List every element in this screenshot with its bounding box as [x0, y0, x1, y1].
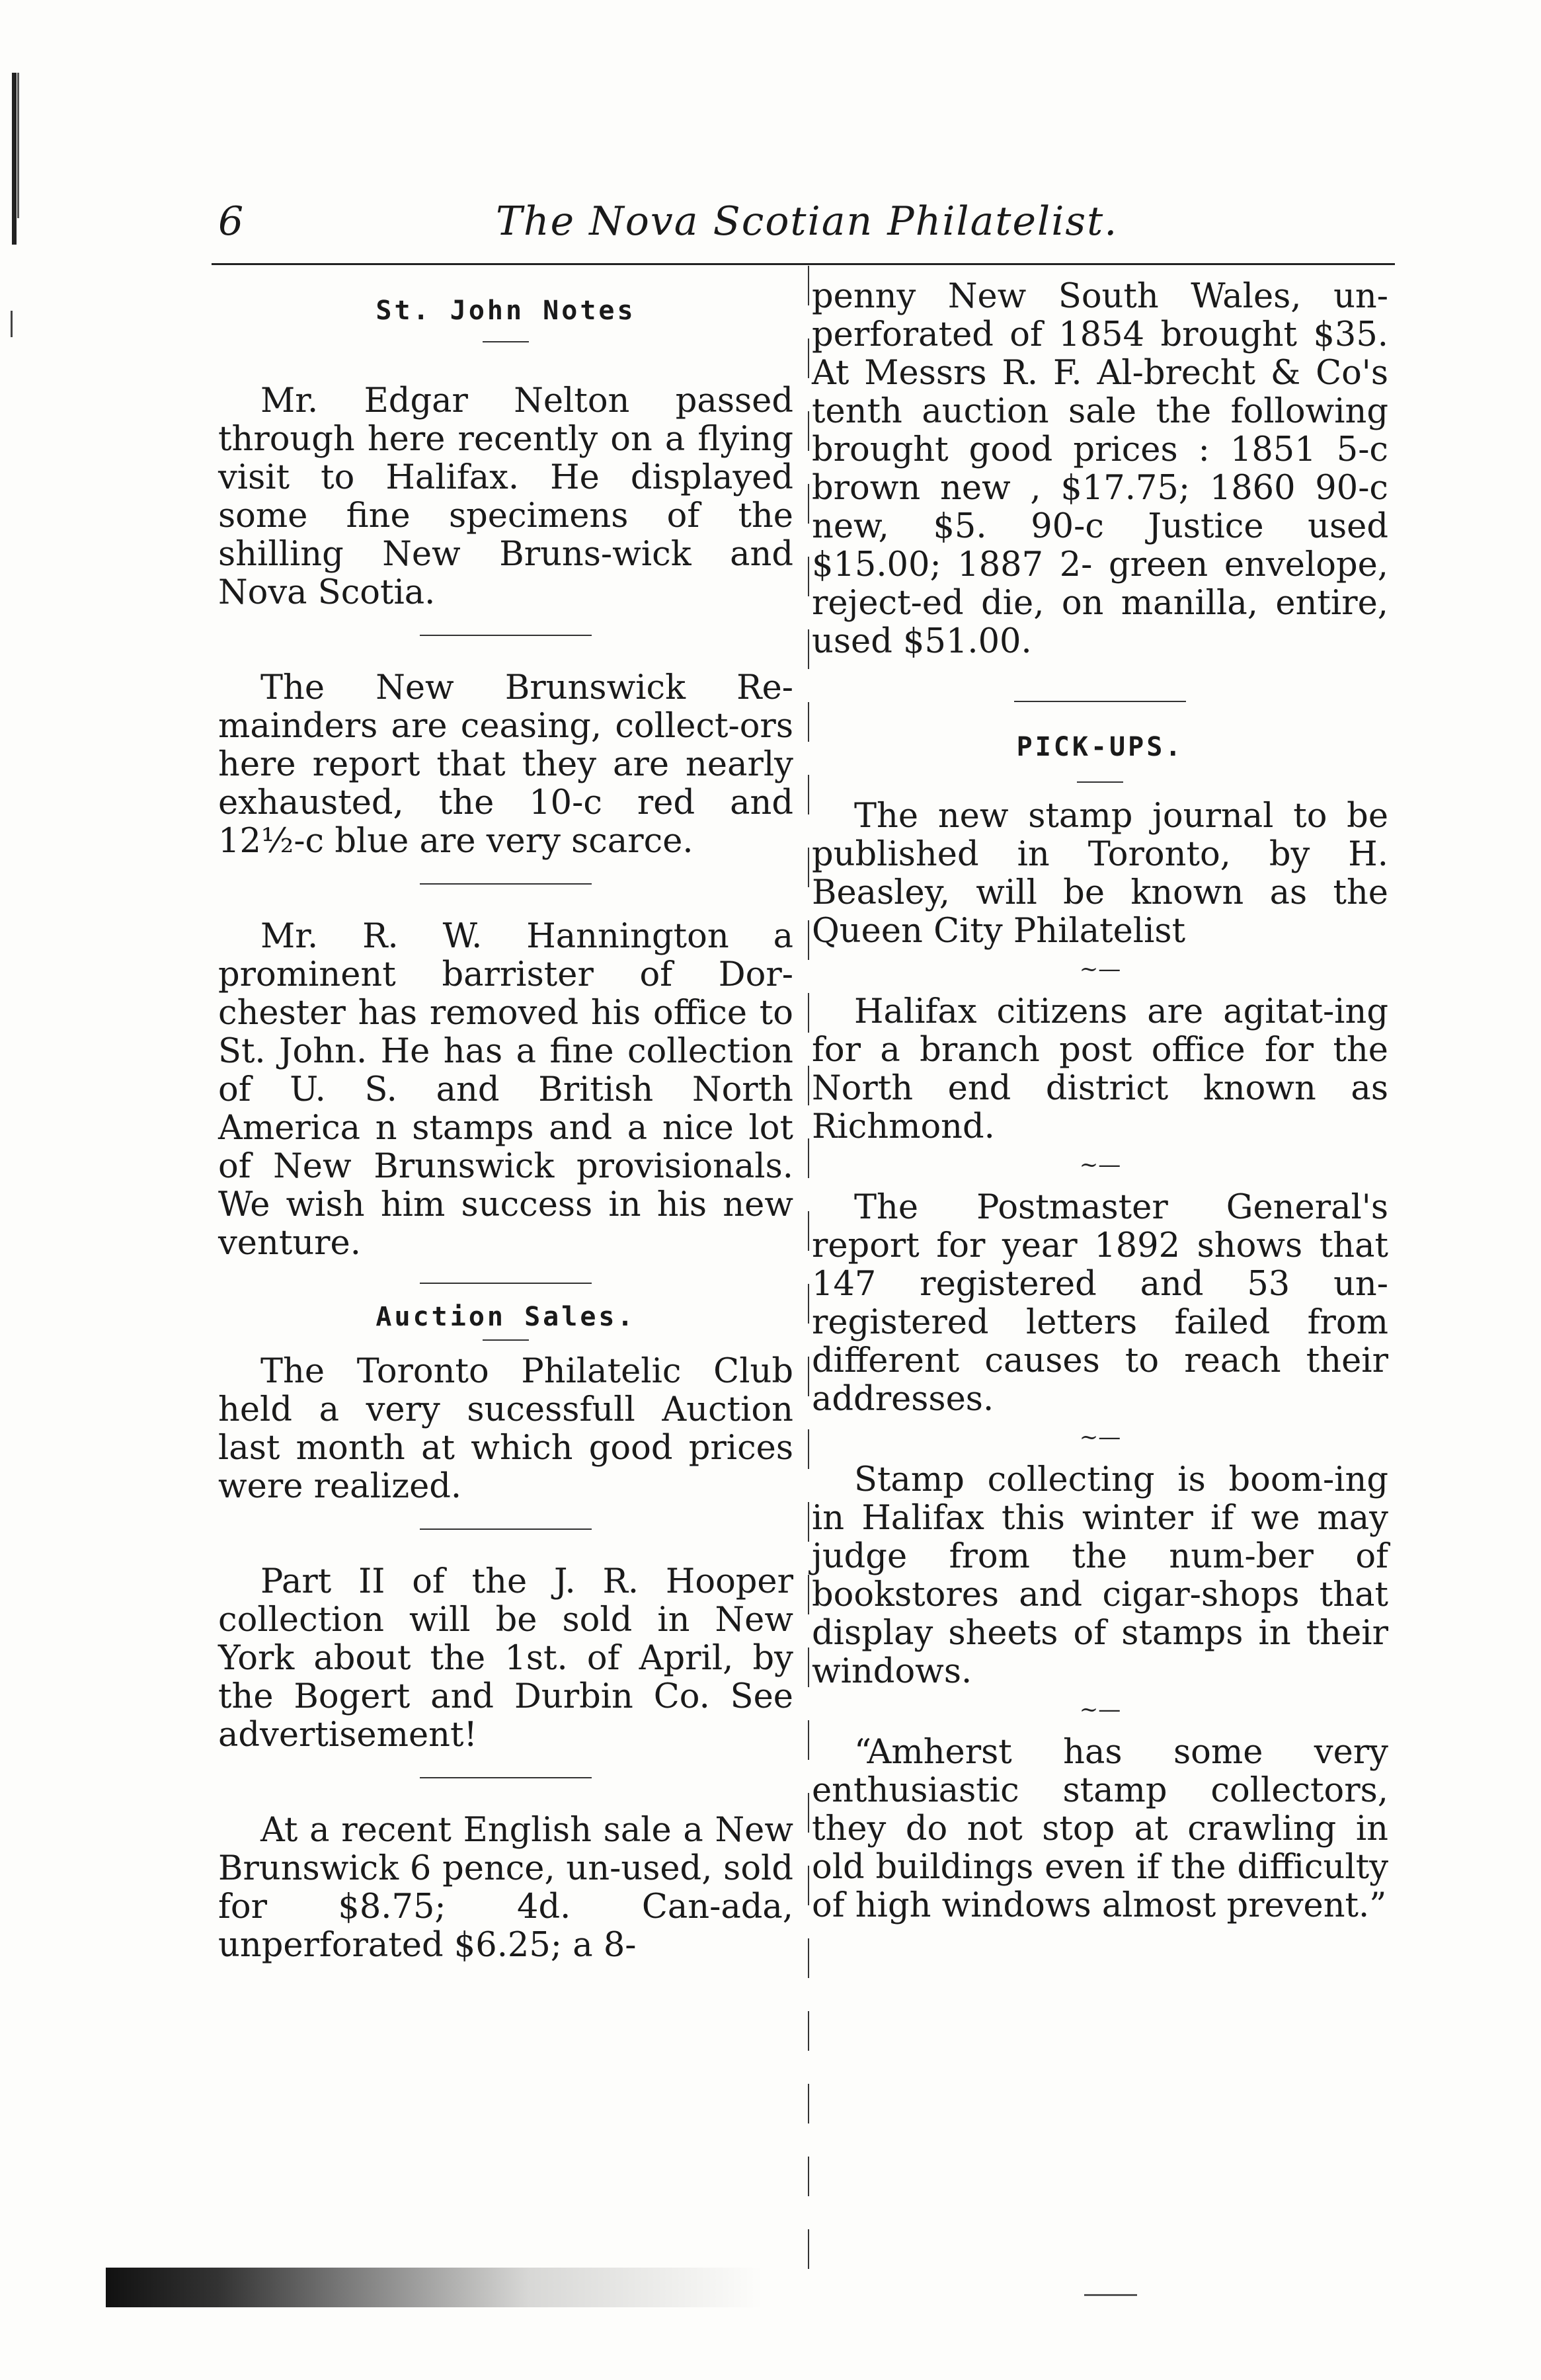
paragraph-postmaster-report: The Postmaster General's report for year 1892 shows that 147 registered and 53 un-registered letters failed from different causes to reach their addresses.	[812, 1188, 1388, 1419]
section-heading-auction: Auction Sales.	[375, 1302, 636, 1332]
short-rule	[1077, 781, 1123, 783]
divider-rule	[420, 1528, 592, 1530]
scan-smudge	[1084, 2281, 1137, 2296]
tilde-separator: ~—	[1079, 956, 1121, 982]
paragraph-halifax-post-office: Halifax citizens are agitat-ing for a branch post office for the North end district known as Richmond.	[812, 992, 1388, 1146]
short-rule	[483, 341, 529, 342]
short-rule	[483, 1339, 529, 1341]
paragraph-english-sale-continued: penny New South Wales, un-perforated of 1854 brought $35. At Messrs R. F. Al-brecht & Co's tenth auction sale the following brought good prices : 1851 5-c brown new , $17.75; 1860 90-c new, $5. 90-c Justice used $15.00; 1887 2- green envelope, reject-ed die, on manilla, entire, used $51.00.	[812, 277, 1388, 661]
section-heading-st-john: St. John Notes	[375, 296, 636, 326]
paragraph-amherst: “Amherst has some very enthusiastic stamp collectors, they do not stop at crawling in old buildings even if the difficulty of high windows almost prevent.”	[812, 1733, 1388, 1925]
divider-rule	[420, 1283, 592, 1284]
divider-rule	[420, 1777, 592, 1778]
page-edge-mark	[17, 73, 19, 218]
paragraph-stamp-collecting: Stamp collecting is boom-ing in Halifax this winter if we may judge from the num-ber of bookstores and cigar-shops that display sheets of stamps in their windows.	[812, 1460, 1388, 1691]
right-column	[812, 278, 1388, 1925]
paragraph-nelton: Mr. Edgar Nelton passed through here recently on a flying visit to Halifax. He displayed some fine specimens of the shilling New Bruns-wick and Nova Scotia.	[218, 381, 793, 612]
scan-smudge	[106, 2268, 1045, 2307]
page-edge-mark	[11, 311, 13, 337]
header-rule	[212, 263, 1395, 265]
tilde-separator: ~—	[1079, 1152, 1121, 1178]
divider-rule	[420, 883, 592, 885]
page-number: 6	[218, 198, 244, 245]
tilde-separator: ~—	[1079, 1424, 1121, 1450]
column-divider	[808, 266, 809, 2295]
divider-rule	[420, 635, 592, 636]
paragraph-english-sale: At a recent English sale a New Brunswick 6 pence, un-used, sold for $8.75; 4d. Can-ada, unperforated $6.25; a 8-	[218, 1811, 793, 1965]
paragraph-toronto-club: The Toronto Philatelic Club held a very sucessfull Auction last month at which good prices were realized.	[218, 1352, 793, 1506]
tilde-separator: ~—	[1079, 1696, 1121, 1723]
paragraph-remainders: The New Brunswick Re-mainders are ceasing, collect-ors here report that they are nearly exhausted, the 10-c red and 12½-c blue are very scarce.	[218, 668, 793, 861]
page-header	[218, 198, 1395, 258]
paragraph-new-journal: The new stamp journal to be published in Toronto, by H. Beasley, will be known as the Queen City Philatelist	[812, 797, 1388, 951]
paragraph-hannington: Mr. R. W. Hannington a prominent barrister of Dor-chester has removed his office to St. John. He has a fine collection of U. S. and British North America n stamps and a nice lot of New Brunswick provisionals. We wish him success in his new venture.	[218, 917, 793, 1263]
page-edge-mark	[12, 73, 17, 245]
divider-rule	[1014, 701, 1186, 702]
running-title: The Nova Scotian Philatelist.	[496, 198, 1119, 245]
left-column	[218, 278, 793, 1965]
section-heading-pickups: PICK-UPS.	[1016, 732, 1184, 762]
paragraph-hooper: Part II of the J. R. Hooper collection will be sold in New York about the 1st. of April, by the Bogert and Durbin Co. See advertisement!	[218, 1562, 793, 1755]
